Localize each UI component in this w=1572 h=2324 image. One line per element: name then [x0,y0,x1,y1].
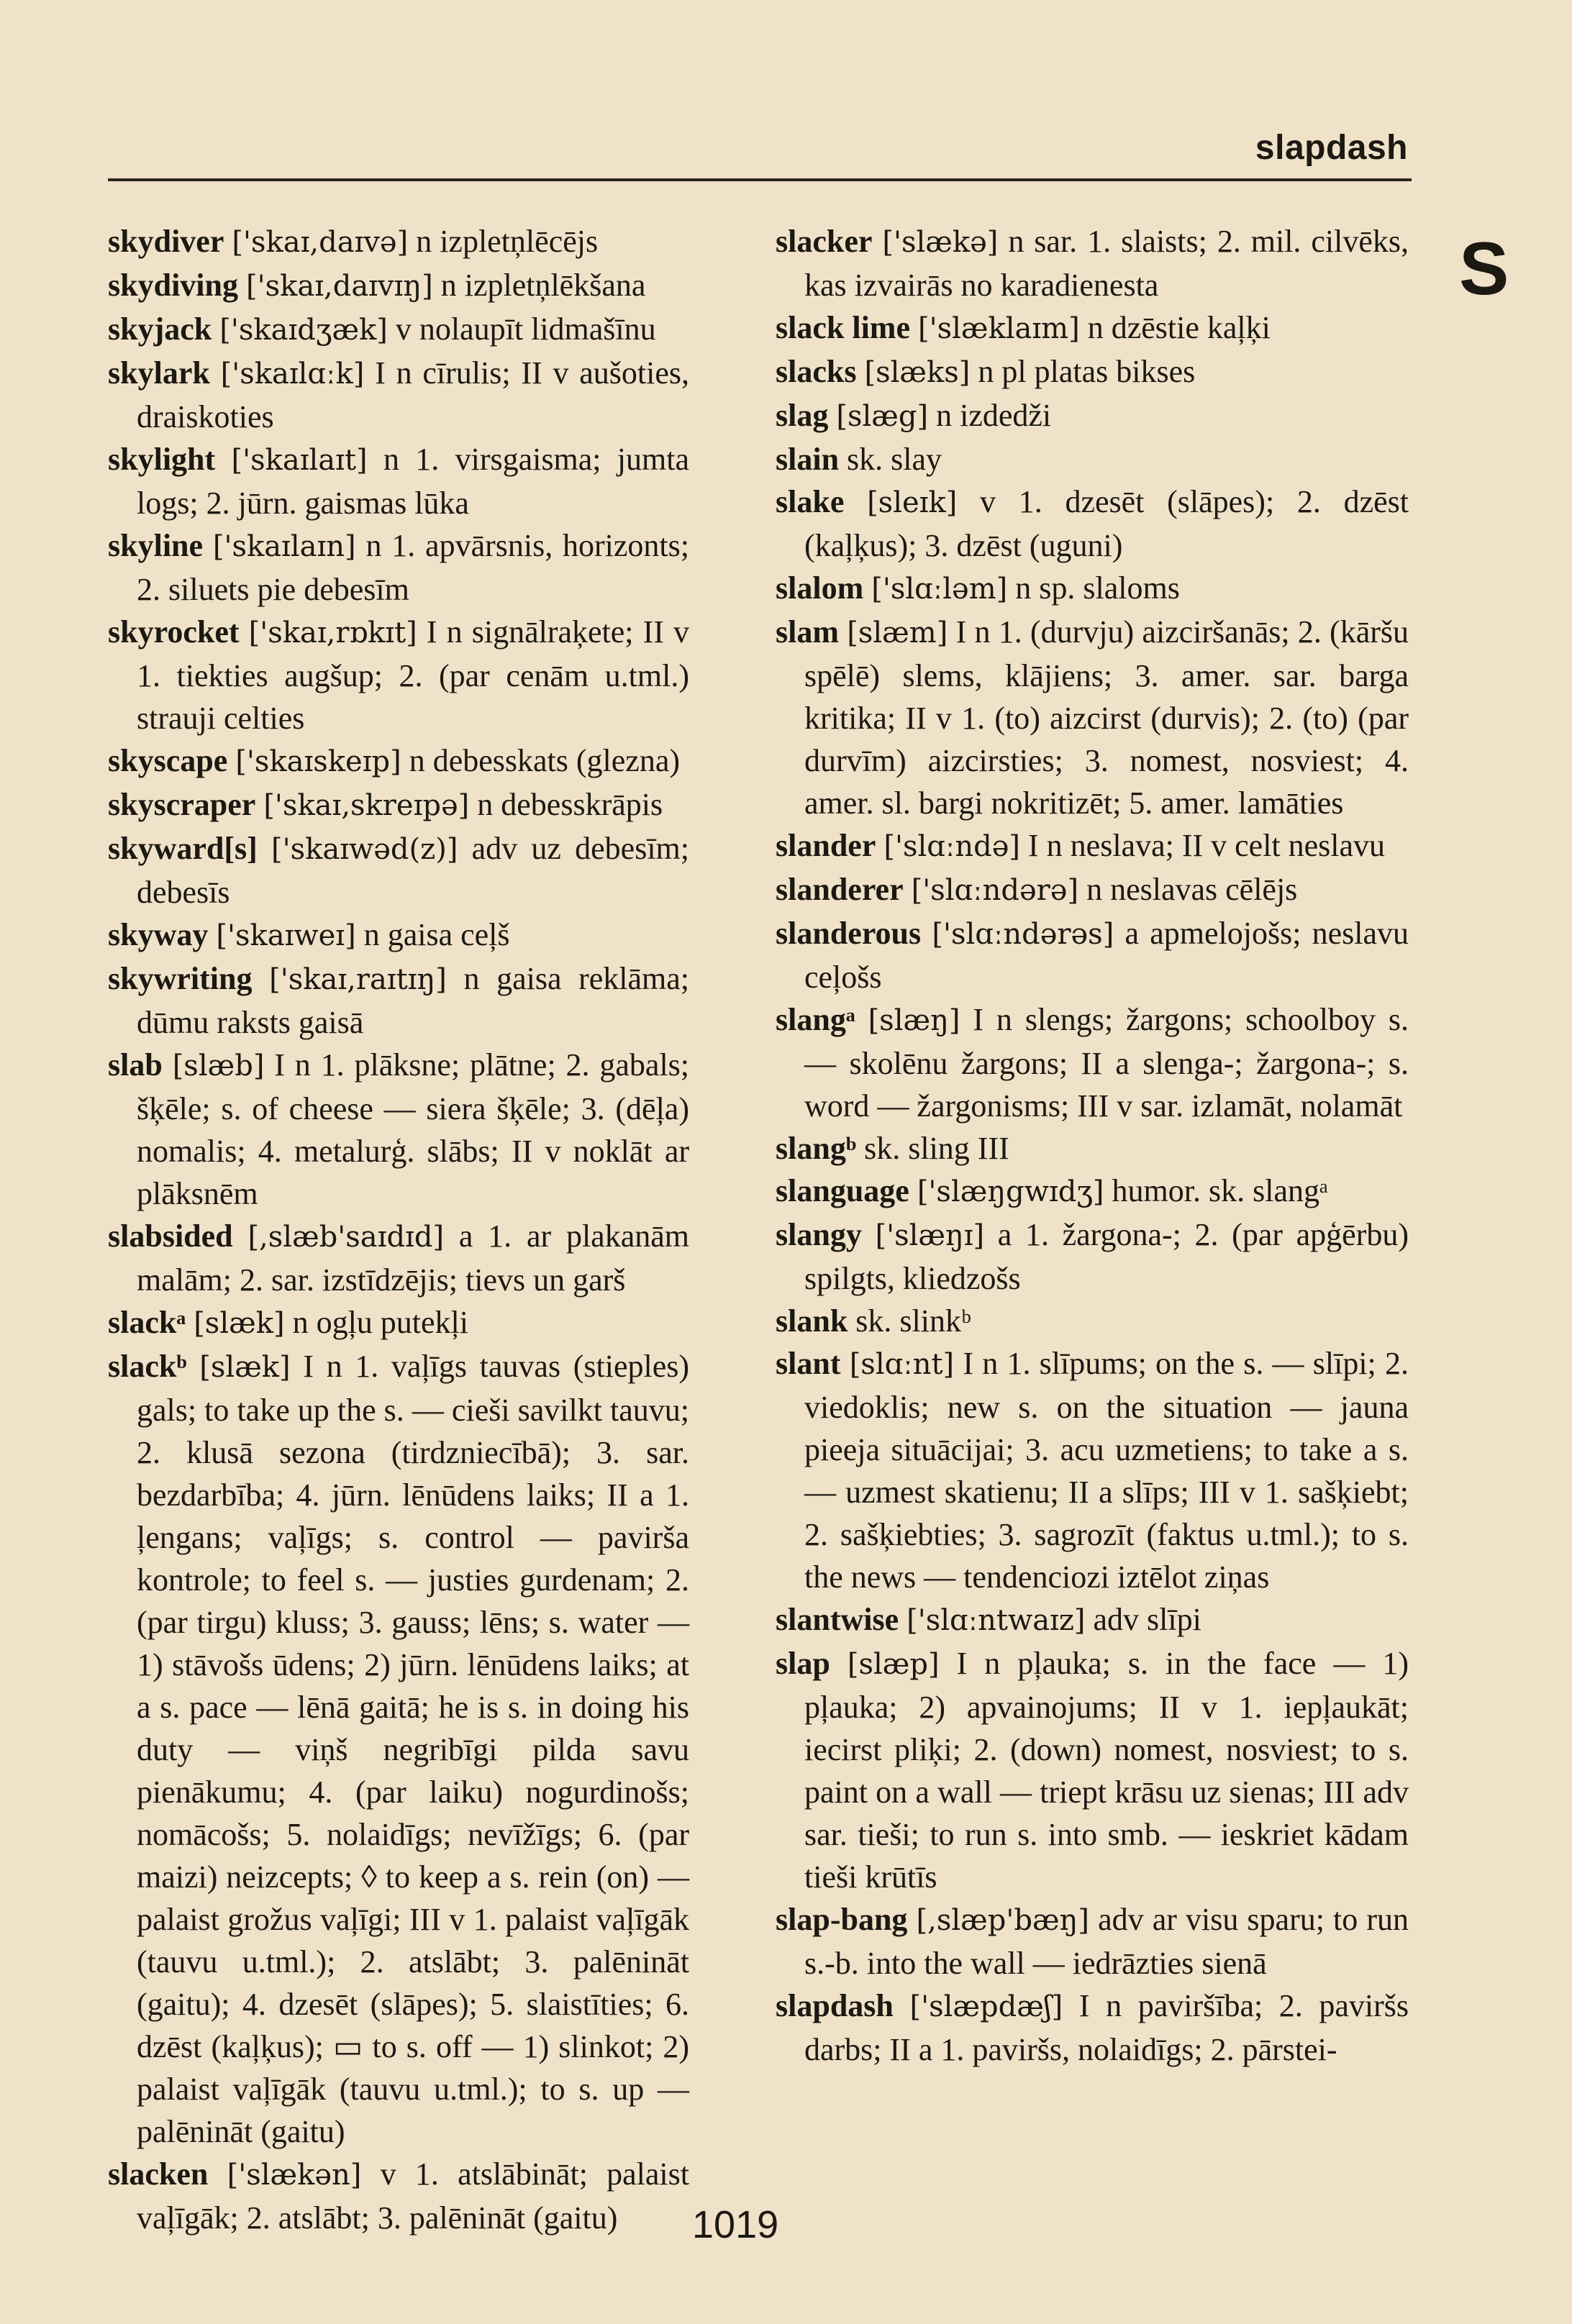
entry-definition: n sar. 1. slaists; 2. mil. cilvēks, kas izvairās no karadienesta [804,224,1409,303]
entry-pronunciation: ['skaɪlaɪn] [212,530,356,563]
entry-definition: v 1. atslābināt; palaist vaļīgāk; 2. atslābt; 3. palēnināt (gaitu) [137,2156,689,2236]
dictionary-entry [776,306,1409,350]
entry-definition: v nolaupīt lidmašīnu [395,311,656,347]
right-column [776,220,1409,2071]
entry-pronunciation: [slæb] [172,1049,265,1083]
entry-headword: slackᵃ [108,1305,186,1340]
entry-headword: skydiver [108,224,224,259]
entry-pronunciation: [slæp] [847,1648,940,1681]
entry-headword: slank [776,1303,848,1339]
page-number: 1019 [692,2203,779,2246]
entry-headword: skyway [108,917,209,952]
entry-definition: n gaisa ceļš [363,917,510,952]
dictionary-entry [776,1170,1409,1213]
entry-pronunciation: [slæk] [199,1351,291,1384]
entry-headword: slacks [776,354,857,389]
entry-headword: slapdash [776,1988,894,2023]
entry-definition: sk. slay [847,442,942,477]
entry-headword: slanguage [776,1173,909,1208]
dictionary-entry [108,220,689,264]
entry-definition: n 1. apvārsnis, horizonts; 2. siluets pie debesīm [137,528,689,607]
entry-definition: n izpletņlēcējs [416,224,599,259]
entry-pronunciation: ['skaɪwəd(z)] [271,833,458,866]
entry-headword: skyline [108,528,204,563]
entry-pronunciation: [sleɪk] [867,486,958,519]
entry-definition: adv ar visu sparu; to run s.-b. into the wall — iedrāzties sienā [804,1902,1409,1981]
entry-headword: slackᵇ [108,1349,187,1384]
dictionary-entry [776,1984,1409,2071]
entry-pronunciation: ['skaɪ,skreɪpə] [263,789,470,822]
dictionary-entry [108,913,689,957]
entry-definition: n izpletņlēkšana [440,268,646,303]
dictionary-entry [108,1215,689,1301]
dictionary-entry [108,1345,689,2153]
entry-headword: slangᵇ [776,1131,857,1166]
entry-headword: slantwise [776,1602,899,1637]
entry-headword: slangy [776,1217,862,1252]
entry-definition: n debesskrāpis [477,787,663,822]
entry-definition: I n 1. plāksne; plātne; 2. gabals; šķēle; s. of cheese — siera šķēle; 3. (dēļa) nomalis; 4. metalurģ. slābs; II v noklāt ar plāksnēm [137,1047,690,1211]
entry-headword: skyrocket [108,614,240,650]
entry-headword: slant [776,1346,841,1381]
dictionary-entry [776,567,1409,611]
entry-definition: a 1. ar plakanām malām; 2. sar. izstīdzējis; tievs un garš [137,1218,689,1298]
entry-pronunciation: ['slæŋɪ] [875,1219,985,1252]
thumb-index-letter: S [1459,227,1509,311]
entry-pronunciation: [slæm] [847,616,948,650]
entry-definition: adv slīpi [1093,1602,1201,1637]
dictionary-entry [108,438,689,524]
entry-pronunciation: ['skaɪ,raɪtɪŋ] [269,963,447,996]
entry-definition: I n signālraķete; II v 1. tiekties augšup; 2. (par cenām u.tml.) strauji celties [137,614,689,736]
entry-headword: slalom [776,570,864,606]
entry-pronunciation: ['slækə] [882,226,999,259]
entry-headword: slabsided [108,1218,233,1254]
entry-headword: skyscraper [108,787,256,822]
entry-definition: humor. sk. slangᵃ [1112,1173,1329,1208]
dictionary-entry [108,1301,689,1345]
dictionary-entry [108,611,689,739]
entry-headword: skyscape [108,743,228,778]
entry-definition: I n neslava; II v celt neslavu [1028,828,1386,863]
entry-pronunciation: ['slɑːndərəs] [932,918,1114,951]
dictionary-entry [776,998,1409,1127]
entry-headword: slack lime [776,310,910,345]
entry-pronunciation: ['skaɪdʒæk] [219,314,388,347]
entry-pronunciation: ['skaɪlɑːk] [220,357,365,391]
entry-headword: slake [776,484,845,519]
dictionary-entry [776,438,1409,480]
entry-definition: n pl platas bikses [978,354,1196,389]
entry-headword: slacker [776,224,873,259]
entry-pronunciation: ['slɑːntwaɪz] [907,1604,1086,1637]
entry-headword: skywriting [108,961,253,996]
entry-definition: n neslavas cēlējs [1086,872,1298,907]
dictionary-entry [776,1342,1409,1598]
entry-definition: n izdedži [936,398,1052,433]
entry-headword: slab [108,1047,163,1083]
entry-headword: slap [776,1646,830,1681]
entry-headword: slanderer [776,872,904,907]
entry-pronunciation: ['slæklaɪm] [917,312,1080,345]
dictionary-entry [108,1044,689,1215]
entry-definition: sk. sling III [864,1131,1009,1166]
entry-pronunciation: ['slæŋgwɪdʒ] [917,1175,1104,1208]
entry-pronunciation: [,slæp'bæŋ] [916,1904,1089,1937]
entry-definition: n sp. slaloms [1015,570,1180,606]
dictionary-entry [776,868,1409,912]
dictionary-entry [776,1300,1409,1342]
entry-pronunciation: ['skaɪskeɪp] [235,745,401,778]
dictionary-entry [776,350,1409,394]
entry-pronunciation: ['slɑːndərə] [911,874,1079,907]
dictionary-entry [108,352,689,438]
dictionary-entry [108,783,689,827]
entry-definition: n dzēstie kaļķi [1087,310,1271,345]
dictionary-entry [776,394,1409,438]
entry-definition: a 1. žargona-; 2. (par apģērbu) spilgts, kliedzošs [804,1217,1409,1296]
entry-pronunciation: ['slɑːndə] [883,830,1021,863]
entry-headword: skydiving [108,268,238,303]
dictionary-entry [776,1642,1409,1898]
entry-pronunciation: ['slɑːləm] [871,573,1008,606]
entry-pronunciation: ['slækən] [227,2159,362,2192]
entry-pronunciation: [slɑːnt] [849,1348,955,1381]
entry-pronunciation: ['skaɪ,rɒkɪt] [248,616,417,650]
header-rule [108,178,1412,181]
entry-definition: I n 1. slīpums; on the s. — slīpi; 2. viedoklis; new s. on the situation — jauna pieeja situācijai; 3. acu uzmetiens; to take a s. — uzmest skatienu; II a slīps; III v 1. sašķiebt; 2. sašķiebties; 3. sagrozīt (faktus u.tml.); to s. the news — tendenciozi iztēlot ziņas [804,1346,1409,1595]
entry-pronunciation: [slæg] [836,400,929,433]
entry-pronunciation: [slæks] [864,356,971,389]
dictionary-entry [108,524,689,611]
entry-pronunciation: [,slæb'saɪdɪd] [247,1221,445,1254]
dictionary-entry [108,308,689,352]
entry-headword: skylight [108,442,216,477]
entry-headword: skyward[s] [108,831,258,866]
entry-pronunciation: ['skaɪ,daɪvə] [232,226,409,259]
dictionary-entry [108,739,689,783]
entry-headword: slain [776,442,840,477]
entry-pronunciation: ['slæpdæʃ] [909,1990,1063,2023]
dictionary-entry [776,220,1409,306]
dictionary-entry [776,1598,1409,1642]
dictionary-entry [776,611,1409,824]
entry-headword: slanderous [776,916,922,951]
dictionary-entry [108,264,689,308]
dictionary-entry [108,827,689,913]
entry-headword: slangᵃ [776,1002,855,1037]
entry-pronunciation: ['skaɪ,daɪvɪŋ] [245,270,433,303]
entry-definition: sk. slinkᵇ [855,1303,971,1339]
dictionary-entry [776,1898,1409,1984]
entry-definition: I n 1. (durvju) aizciršanās; 2. (kāršu spēlē) slems, klājiens; 3. amer. sar. barga kritika; II v 1. (to) aizcirst (durvis); 2. (to) (par durvīm) aizcirsties; 3. nomest, nosviest; 4. amer. sl. bargi nokritizēt; 5. amer. lamāties [804,614,1409,821]
entry-definition: I n paviršība; 2. paviršs darbs; II a 1. paviršs, nolaidīgs; 2. pārstei- [804,1988,1409,2067]
entry-definition: a apmelojošs; neslavu ceļošs [804,916,1409,995]
running-head: slapdash [1255,129,1408,167]
entry-headword: slacken [108,2156,209,2192]
entry-definition: n debesskats (glezna) [409,743,681,778]
entry-definition: n 1. virsgaisma; jumta logs; 2. jūrn. gaismas lūka [137,442,689,521]
entry-pronunciation: [slæk] [194,1307,285,1340]
entry-headword: slag [776,398,829,433]
dictionary-entry [776,824,1409,868]
entry-pronunciation: [slæŋ] [868,1004,960,1037]
entry-definition: I n pļauka; s. in the face — 1) pļauka; 2) apvainojums; II v 1. iepļaukāt; iecirst pliķi; 2. (down) nomest, nosviest; to s. paint on a wall — triept krāsu uz sienas; III adv sar. tieši; to run s. into smb. — ieskriet kādam tieši krūtīs [804,1646,1409,1895]
dictionary-entry [776,1127,1409,1170]
entry-definition: I n slengs; žargons; schoolboy s. — skolēnu žargons; II a slenga-; žargona-; s. word — žargonisms; III v sar. izlamāt, nolamāt [804,1002,1409,1124]
entry-pronunciation: ['skaɪlaɪt] [231,444,368,477]
entry-definition: adv uz debesīm; debesīs [137,831,689,910]
entry-definition: n gaisa reklāma; dūmu raksts gaisā [137,961,690,1040]
left-column [108,220,689,2239]
entry-headword: slander [776,828,876,863]
dictionary-entry [776,912,1409,998]
entry-headword: skyjack [108,311,212,347]
entry-definition: I n cīrulis; II v aušoties, draiskoties [137,355,690,434]
dictionary-entry [108,2153,689,2239]
entry-headword: slap-bang [776,1902,908,1937]
entry-headword: slam [776,614,839,650]
entry-definition: I n 1. vaļīgs tauvas (stieples) gals; to take up the s. — cieši savilkt tauvu; 2. klusā sezona (tirdzniecībā); 3. sar. bezdarbība; 4. jūrn. lēnūdens laiks; II a 1. ļengans; vaļīgs; s. control — pavirša kontrole; to feel s. — justies gurdenam; 2. (par tirgu) kluss; 3. gauss; lēns; s. water — 1) stāvošs ūdens; 2) jūrn. lēnūdens laiks; at a s. pace — lēnā gaitā; he is s. in doing his duty — viņš negribīgi pilda savu pienākumu; 4. (par laiku) nogurdinošs; nomācošs; 5. nolaidīgs; nevīžīgs; 6. (par maizi) neizcepts; ◊ to keep a s. rein (on) — palaist grožus vaļīgi; III v 1. palaist vaļīgāk (tauvu u.tml.); 2. atslābt; 3. palēnināt (gaitu); 4. dzesēt (slāpes); 5. slaistīties; 6. dzēst (kaļķus); ▭ to s. off — 1) slinkot; 2) palaist vaļīgāk (tauvu u.tml.); to s. up — palēnināt (gaitu) [137,1349,690,2149]
dictionary-entry [776,1213,1409,1300]
entry-definition: v 1. dzesēt (slāpes); 2. dzēst (kaļķus); 3. dzēst (uguni) [804,484,1409,563]
entry-pronunciation: ['skaɪweɪ] [216,919,356,952]
dictionary-entry [776,480,1409,567]
dictionary-entry [108,957,689,1044]
entry-definition: n ogļu putekļi [292,1305,469,1340]
entry-headword: skylark [108,355,210,391]
